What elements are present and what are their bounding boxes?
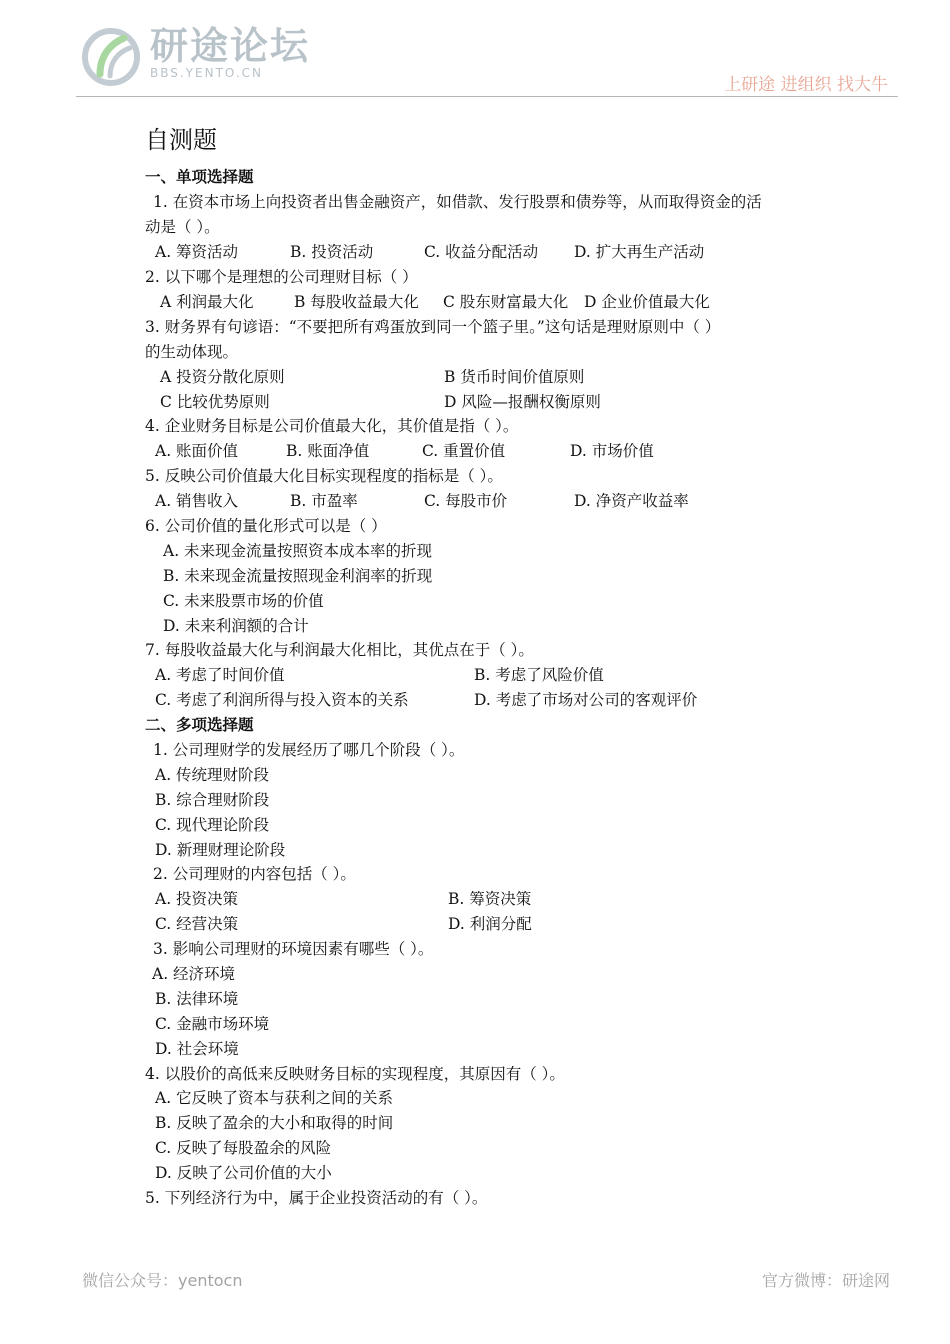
question-text: 1. 公司理财学的发展经历了哪几个阶段（ ）。 bbox=[153, 741, 465, 759]
section-heading-multiple-choice: 二、多项选择题 bbox=[145, 715, 254, 734]
header-slogan: 上研途 进组织 找大牛 bbox=[724, 75, 888, 95]
question-text: 2. 公司理财的内容包括（ ）。 bbox=[153, 865, 356, 883]
option-text: D. 利润分配 bbox=[448, 915, 532, 933]
option-text: A. 投资决策 bbox=[155, 890, 239, 908]
option-text: B. 法律环境 bbox=[155, 990, 239, 1008]
option-text: D. 市场价值 bbox=[570, 442, 654, 460]
page-title: 自测题 bbox=[145, 126, 217, 154]
option-text: C 股东财富最大化 bbox=[443, 293, 569, 311]
question-text: 7. 每股收益最大化与利润最大化相比，其优点在于（ ）。 bbox=[145, 641, 534, 659]
option-text: A. 传统理财阶段 bbox=[155, 766, 270, 784]
option-text: C. 未来股票市场的价值 bbox=[163, 592, 324, 610]
question-text: 2. 以下哪个是理想的公司理财目标（ ） bbox=[145, 268, 418, 286]
option-text: B. 筹资决策 bbox=[448, 890, 532, 908]
option-text: D. 反映了公司价值的大小 bbox=[155, 1164, 332, 1182]
question-text: 5. 反映公司价值最大化目标实现程度的指标是（ ）。 bbox=[145, 467, 503, 485]
option-text: A. 未来现金流量按照资本成本率的折现 bbox=[163, 542, 433, 560]
option-text: B. 账面净值 bbox=[286, 442, 370, 460]
footer-weibo: 官方微博：研途网 bbox=[761, 1271, 890, 1290]
question-text: 1. 在资本市场上向投资者出售金融资产，如借款、发行股票和债券等，从而取得资金的活 bbox=[153, 193, 762, 211]
option-text: D. 未来利润额的合计 bbox=[163, 617, 309, 635]
option-text: A. 考虑了时间价值 bbox=[155, 666, 285, 684]
question-text: 5. 下列经济行为中，属于企业投资活动的有（ ）。 bbox=[145, 1189, 488, 1207]
option-text: C. 经营决策 bbox=[155, 915, 239, 933]
option-text: A 利润最大化 bbox=[160, 293, 254, 311]
option-text: C. 反映了每股盈余的风险 bbox=[155, 1139, 332, 1157]
option-text: D 风险—报酬权衡原则 bbox=[444, 393, 601, 411]
option-text: B. 投资活动 bbox=[290, 243, 374, 261]
site-logo-icon bbox=[80, 26, 142, 92]
option-text: B 每股收益最大化 bbox=[294, 293, 419, 311]
footer-wechat: 微信公众号：yentocn bbox=[82, 1271, 243, 1290]
option-text: C. 每股市价 bbox=[424, 492, 508, 510]
option-text: D. 净资产收益率 bbox=[574, 492, 689, 510]
option-text: B. 综合理财阶段 bbox=[155, 791, 270, 809]
option-text: D. 考虑了市场对公司的客观评价 bbox=[474, 691, 698, 709]
question-text: 4. 以股价的高低来反映财务目标的实现程度，其原因有（ ）。 bbox=[145, 1065, 565, 1083]
option-text: C. 考虑了利润所得与投入资本的关系 bbox=[155, 691, 409, 709]
option-text: B 货币时间价值原则 bbox=[444, 368, 585, 386]
option-text: D. 扩大再生产活动 bbox=[574, 243, 705, 261]
option-text: C. 金融市场环境 bbox=[155, 1015, 270, 1033]
question-text: 4. 企业财务目标是公司价值最大化，其价值是指（ ）。 bbox=[145, 417, 519, 435]
option-text: A. 销售收入 bbox=[155, 492, 239, 510]
option-text: D. 社会环境 bbox=[155, 1040, 239, 1058]
option-text: B. 考虑了风险价值 bbox=[474, 666, 604, 684]
question-text: 3. 影响公司理财的环境因素有哪些（ ）。 bbox=[153, 940, 434, 958]
question-text: 的生动体现。 bbox=[145, 343, 239, 361]
option-text: C. 现代理论阶段 bbox=[155, 816, 270, 834]
site-logo-subtitle: BBS.YENTO.CN bbox=[150, 66, 264, 80]
option-text: A. 账面价值 bbox=[155, 442, 239, 460]
option-text: A 投资分散化原则 bbox=[160, 368, 285, 386]
option-text: C. 重置价值 bbox=[422, 442, 506, 460]
site-logo-text: 研途论坛 bbox=[150, 24, 311, 68]
question-text: 动是（ ）。 bbox=[145, 218, 220, 236]
section-heading-single-choice: 一、单项选择题 bbox=[145, 167, 254, 186]
header-divider bbox=[76, 96, 898, 97]
option-text: A. 经济环境 bbox=[152, 965, 236, 983]
option-text: C 比较优势原则 bbox=[160, 393, 270, 411]
question-text: 3. 财务界有句谚语：“不要把所有鸡蛋放到同一个篮子里。”这句话是理财原则中（ ） bbox=[145, 318, 721, 336]
option-text: B. 未来现金流量按照现金利润率的折现 bbox=[163, 567, 433, 585]
question-text: 6. 公司价值的量化形式可以是（ ） bbox=[145, 517, 387, 535]
option-text: A. 筹资活动 bbox=[155, 243, 239, 261]
option-text: D. 新理财理论阶段 bbox=[155, 841, 286, 859]
option-text: B. 反映了盈余的大小和取得的时间 bbox=[155, 1114, 394, 1132]
option-text: C. 收益分配活动 bbox=[424, 243, 539, 261]
option-text: D 企业价值最大化 bbox=[584, 293, 710, 311]
option-text: B. 市盈率 bbox=[290, 492, 358, 510]
option-text: A. 它反映了资本与获利之间的关系 bbox=[155, 1089, 394, 1107]
